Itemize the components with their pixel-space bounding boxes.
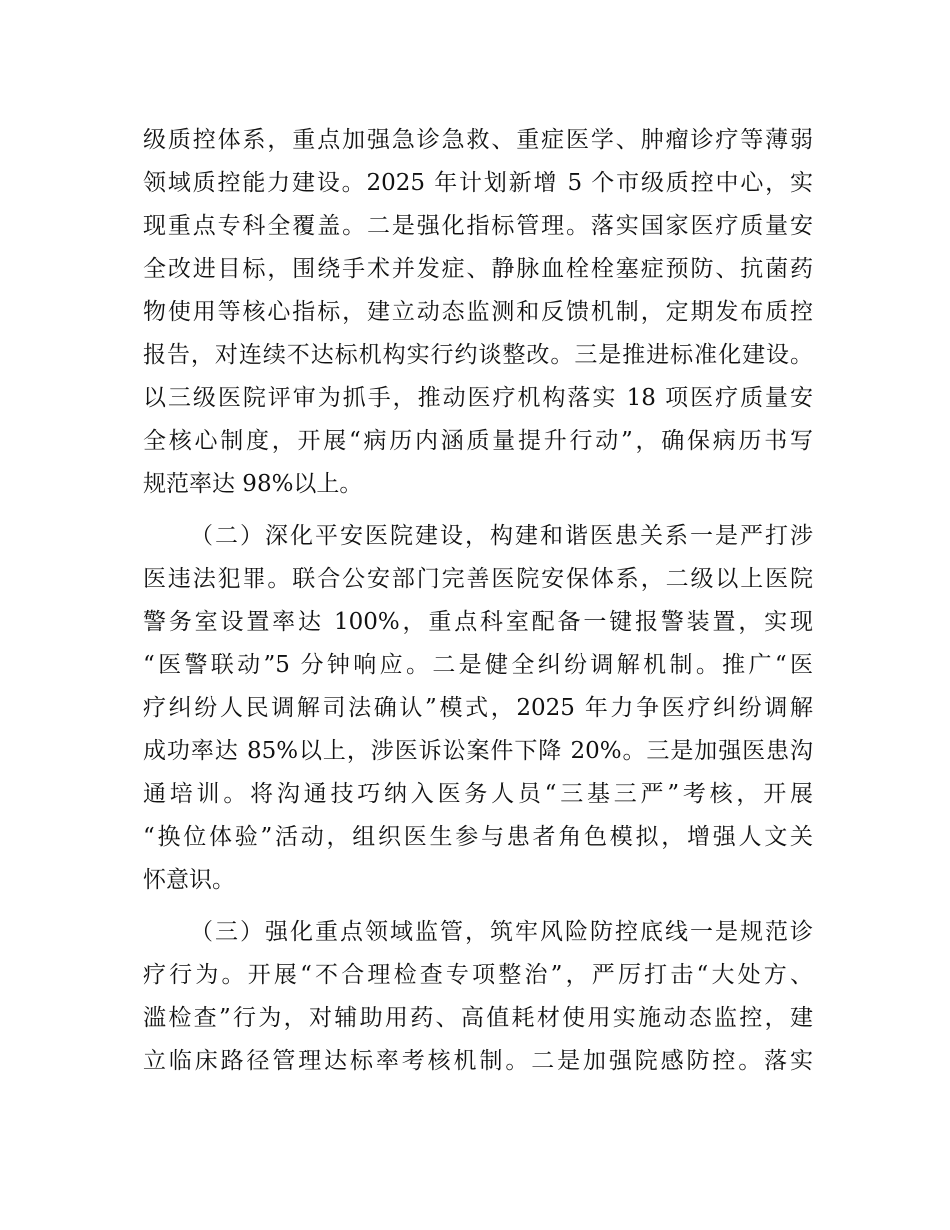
text-line: 全核心制度，开展“病历内涵质量提升行动”，确保病历书写 [143, 428, 813, 454]
text-line: 物使用等核心指标，建立动态监测和反馈机制，定期发布质控 [143, 299, 813, 325]
text-line: 立临床路径管理达标率考核机制。二是加强院感防控。落实 [143, 1048, 813, 1074]
text-line: 医违法犯罪。联合公安部门完善医院安保体系，二级以上医院 [143, 566, 813, 592]
text-line: 警务室设置率达 100%，重点科室配备一键报警装置，实现 [143, 609, 813, 635]
text-line: （二）深化平安医院建设，构建和谐医患关系一是严打涉 [190, 523, 813, 549]
text-line: 滥检查”行为，对辅助用药、高值耗材使用实施动态监控，建 [143, 1005, 813, 1031]
text-line: 疗纠纷人民调解司法确认”模式，2025 年力争医疗纠纷调解 [143, 695, 813, 721]
text-line: 级质控体系，重点加强急诊急救、重症医学、肿瘤诊疗等薄弱 [143, 127, 813, 153]
text-line: 规范率达 98%以上。 [143, 471, 363, 497]
text-line: 怀意识。 [143, 867, 235, 893]
text-line: 全改进目标，围绕手术并发症、静脉血栓栓塞症预防、抗菌药 [143, 256, 813, 282]
text-line: 以三级医院评审为抓手，推动医疗机构落实 18 项医疗质量安 [143, 385, 813, 411]
text-line: 现重点专科全覆盖。二是强化指标管理。落实国家医疗质量安 [143, 213, 813, 239]
text-line: 成功率达 85%以上，涉医诉讼案件下降 20%。三是加强医患沟 [143, 738, 813, 764]
text-line: “医警联动”5 分钟响应。二是健全纠纷调解机制。推广“医 [143, 652, 813, 678]
text-line: 疗行为。开展“不合理检查专项整治”，严厉打击“大处方、 [143, 962, 813, 988]
text-line: 报告，对连续不达标机构实行约谈整改。三是推进标准化建设。 [143, 342, 813, 368]
text-line: （三）强化重点领域监管，筑牢风险防控底线一是规范诊 [190, 919, 813, 945]
text-line: 领域质控能力建设。2025 年计划新增 5 个市级质控中心，实 [143, 170, 813, 196]
text-line: 通培训。将沟通技巧纳入医务人员“三基三严”考核，开展 [143, 781, 813, 807]
text-line: “换位体验”活动，组织医生参与患者角色模拟，增强人文关 [143, 824, 813, 850]
